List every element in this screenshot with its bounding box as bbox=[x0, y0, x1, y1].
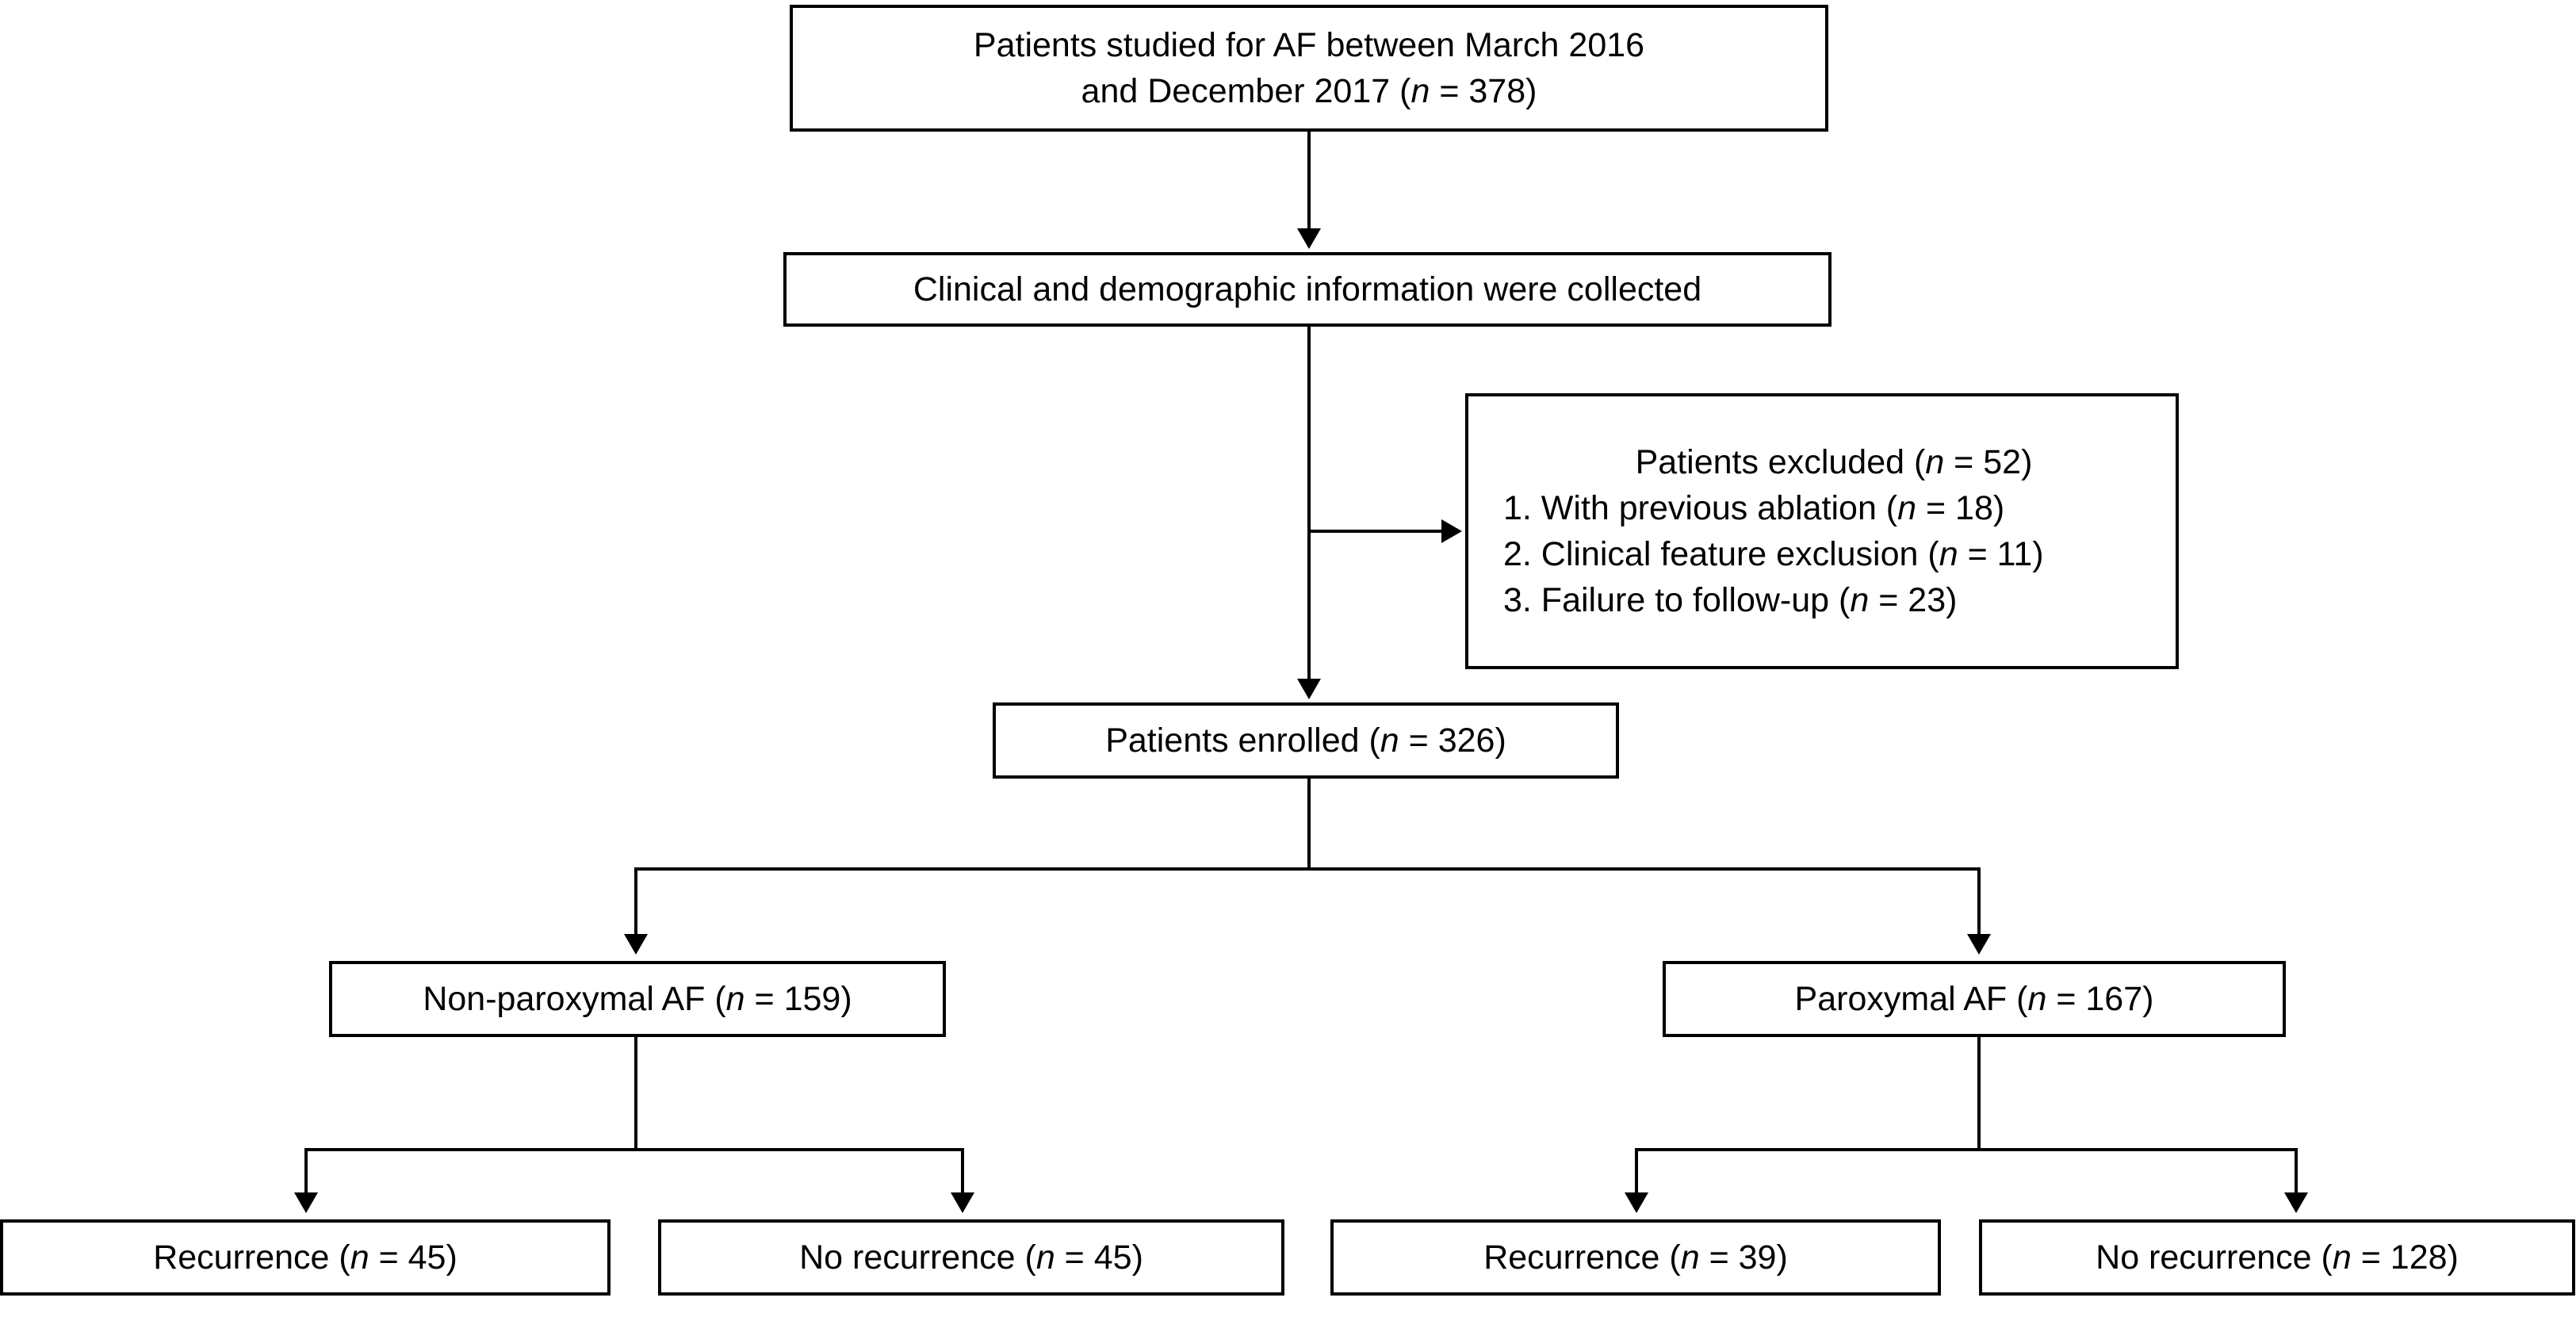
node-paroxymal-af bbox=[1663, 961, 2286, 1037]
node-patients-studied bbox=[790, 5, 1828, 132]
node-np-no-recurrence bbox=[658, 1219, 1284, 1296]
node-line: Patients excluded (n = 52) bbox=[1635, 442, 2033, 481]
connector-to-p-no-recurrence bbox=[2295, 1148, 2298, 1197]
node-line: Patients enrolled (n = 326) bbox=[1105, 721, 1506, 760]
arrowhead-down bbox=[624, 934, 648, 955]
arrowhead-down bbox=[294, 1192, 318, 1213]
node-p-recurrence bbox=[1330, 1219, 1941, 1296]
node-line: No recurrence (n = 128) bbox=[2096, 1238, 2459, 1276]
node-line: 2. Clinical feature exclusion (n = 11) bbox=[1503, 535, 2044, 573]
arrowhead-down bbox=[1297, 679, 1321, 699]
node-patients-enrolled bbox=[993, 702, 1619, 779]
node-line: Patients studied for AF between March 2016 bbox=[973, 25, 1645, 64]
node-line: Paroxymal AF (n = 167) bbox=[1794, 979, 2154, 1018]
connector-nonparoxymal-split bbox=[304, 1148, 964, 1151]
connector-enrolled-stem bbox=[1307, 779, 1311, 867]
connector-nonparoxymal-stem bbox=[634, 1037, 637, 1148]
connector-paroxymal-split bbox=[1635, 1148, 2298, 1151]
node-line: Recurrence (n = 39) bbox=[1483, 1238, 1788, 1276]
node-line: No recurrence (n = 45) bbox=[799, 1238, 1143, 1276]
node-p-no-recurrence bbox=[1979, 1219, 2575, 1296]
node-patients-excluded bbox=[1465, 393, 2179, 669]
arrowhead-down bbox=[1297, 228, 1321, 249]
connector-to-p-recurrence bbox=[1635, 1148, 1638, 1197]
node-line: Clinical and demographic information were collected bbox=[913, 270, 1702, 308]
node-info-collected bbox=[783, 252, 1832, 327]
connector-to-np-recurrence bbox=[304, 1148, 308, 1197]
connector-to-nonparoxymal bbox=[634, 867, 637, 939]
node-line: 1. With previous ablation (n = 18) bbox=[1503, 488, 2005, 527]
connector-paroxymal-stem bbox=[1977, 1037, 1981, 1148]
node-line: and December 2017 (n = 378) bbox=[1081, 72, 1537, 110]
node-line: 3. Failure to follow-up (n = 23) bbox=[1503, 581, 1958, 620]
connector-enrolled-split bbox=[634, 867, 1981, 871]
arrowhead-down bbox=[1967, 934, 1991, 955]
connector-to-paroxymal bbox=[1977, 867, 1981, 939]
arrowhead-down bbox=[2284, 1192, 2308, 1213]
arrowhead-right bbox=[1441, 519, 1462, 543]
connector-collected-to-enrolled bbox=[1307, 327, 1311, 683]
connector-to-excluded bbox=[1307, 530, 1442, 533]
arrowhead-down bbox=[1625, 1192, 1648, 1213]
node-line: Recurrence (n = 45) bbox=[153, 1238, 457, 1276]
node-np-recurrence bbox=[0, 1219, 611, 1296]
connector-to-np-no-recurrence bbox=[961, 1148, 964, 1197]
node-line: Non-paroxymal AF (n = 159) bbox=[423, 979, 852, 1018]
node-non-paroxymal-af bbox=[329, 961, 946, 1037]
arrowhead-down bbox=[951, 1192, 974, 1213]
connector-studied-to-collected bbox=[1307, 132, 1311, 233]
